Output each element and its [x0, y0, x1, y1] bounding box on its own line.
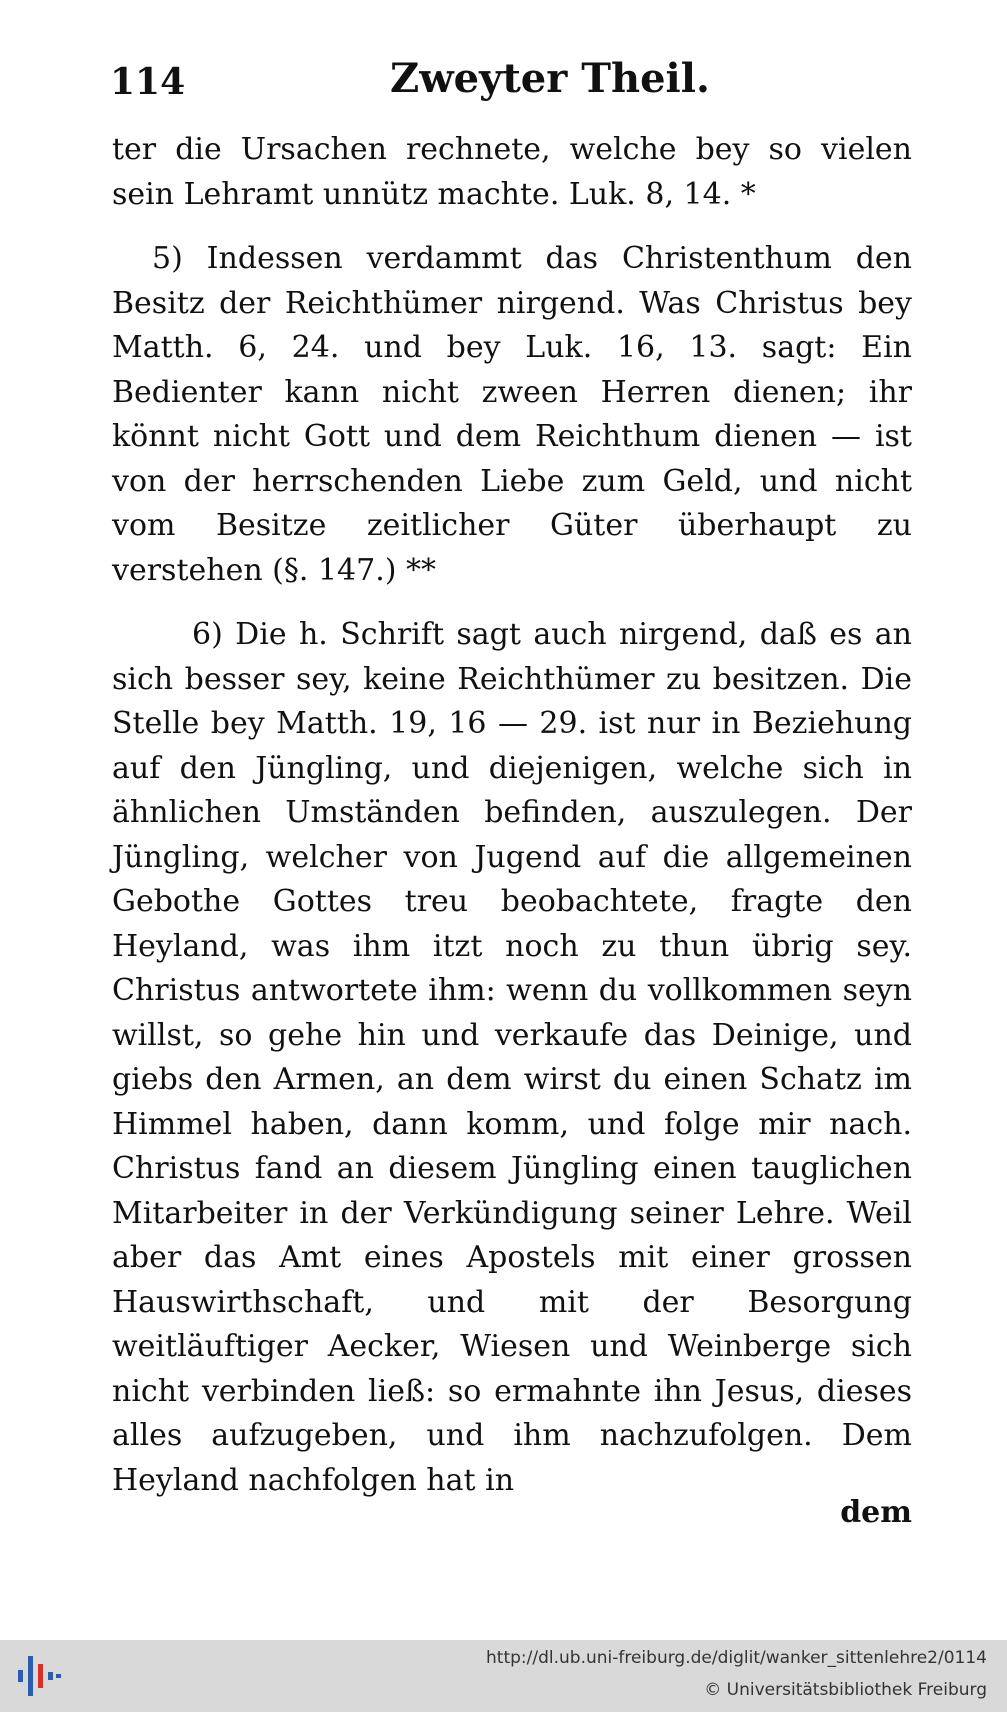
page-number: 114 — [110, 61, 186, 103]
paragraph-6: 6) Die h. Schrift sagt auch nirgend, daß es an sich besser sey, keine Reichthümer zu besitzen. Die Stelle bey Matth. 19, 16 — 29. ist nur in Beziehung auf den Jüngling, und diejenigen, welche sich in ähnlichen Umständen befinden, auszulegen. Der Jüngling, welcher von Jugend auf die allgemeinen Gebothe Gottes treu beobachtete, fragte den Heyland, was ihm itzt noch zu thun übrig sey. Christus antwortete ihm: wenn du vollkommen seyn willst, so gehe hin und verkaufe das Deinige, und giebs den Armen, an dem wirst du einen Schatz im Himmel haben, dann komm, und folge mir nach. Christus fand an diesem Jüngling einen tauglichen Mitarbeiter in der Verkündigung seiner Lehre. Weil aber das Amt eines Apostels mit einer grossen Hauswirthschaft, und mit der Besorgung weitläuftiger Aecker, Wiesen und Weinberge sich nicht verbinden ließ: so ermahnte ihn Jesus, dieses alles aufzugeben, und ihm nachzufolgen. Dem Heyland nachfolgen hat in — [112, 617, 912, 1498]
permalink-url[interactable]: http://dl.ub.uni-freiburg.de/diglit/wanker_sittenlehre2/0114 — [486, 1648, 987, 1668]
paragraph-5: 5) Indessen verdammt das Christenthum den Besitz der Reichthümer nirgend. Was Christus bey Matth. 6, 24. und bey Luk. 16, 13. sagt: Ein Bedienter kann nicht zween Herren dienen; ihr könnt nicht Gott und dem Reichthum dienen — ist von der herrschenden Liebe zum Geld, und nicht vom Besitze zeitlicher Güter überhaupt zu verstehen (§. 147.) ** — [112, 241, 912, 588]
copyright-notice: © Universitätsbibliothek Freiburg — [704, 1680, 987, 1700]
ub-freiburg-logo-icon — [14, 1650, 64, 1702]
page-header — [110, 55, 910, 115]
running-title: Zweyter Theil. — [390, 55, 710, 102]
body-text — [112, 128, 912, 1503]
footer-bar — [0, 1640, 1007, 1712]
catchword: dem — [840, 1495, 912, 1530]
paragraph-continuation: ter die Ursachen rechnete, welche bey so vielen sein Lehramt unnütz machte. Luk. 8, 14. * — [112, 132, 912, 212]
